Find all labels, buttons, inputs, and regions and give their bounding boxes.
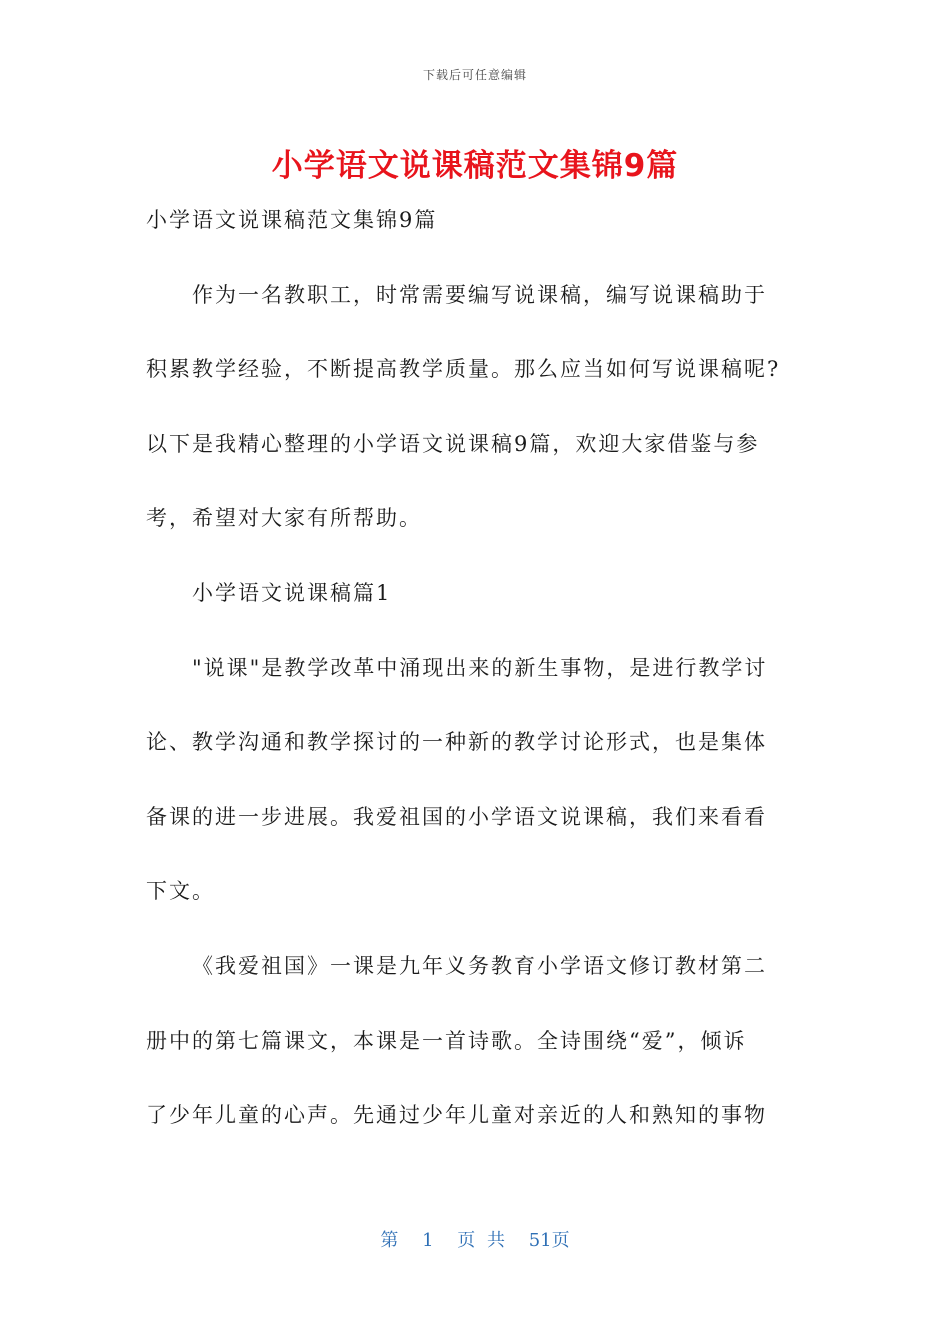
paragraph-line: "说课"是教学改革中涌现出来的新生事物，是进行教学讨 <box>192 655 768 680</box>
document-body <box>146 196 806 1166</box>
header-note: 下载后可任意编辑 <box>422 68 527 82</box>
paragraph-line: 《我爱祖国》一课是九年义务教育小学语文修订教材第二 <box>192 953 767 978</box>
paragraph-line: 以下是我精心整理的小学语文说课稿9篇，欢迎大家借鉴与参 <box>146 431 760 456</box>
paragraph-line: 作为一名教职工，时常需要编写说课稿，编写说课稿助于 <box>192 282 767 307</box>
paragraph-line: 论、教学沟通和教学探讨的一种新的教学讨论形式，也是集体 <box>146 730 767 755</box>
paragraph-line: 考，希望对大家有所帮助。 <box>146 506 422 531</box>
footer-of-label: 页 共 <box>457 1230 505 1251</box>
footer-total-pages: 51页 <box>528 1230 570 1251</box>
page-footer <box>0 1226 950 1252</box>
paragraph-line: 积累教学经验，不断提高教学质量。那么应当如何写说课稿呢? <box>146 357 781 382</box>
footer-current-page: 1 <box>422 1230 434 1251</box>
subtitle-line: 小学语文说课稿范文集锦9篇 <box>146 208 438 232</box>
paragraph-line: 下文。 <box>146 879 215 904</box>
paragraph-line: 了少年儿童的心声。先通过少年儿童对亲近的人和熟知的事物 <box>146 1103 767 1128</box>
document-title: 小学语文说课稿范文集锦9篇 <box>271 148 679 184</box>
footer-page-label: 第 <box>380 1230 399 1251</box>
section-heading: 小学语文说课稿篇1 <box>192 580 392 605</box>
paragraph-line: 册中的第七篇课文，本课是一首诗歌。全诗围绕“爱”，倾诉 <box>146 1028 747 1053</box>
paragraph-line: 备课的进一步进展。我爱祖国的小学语文说课稿，我们来看看 <box>146 804 767 829</box>
